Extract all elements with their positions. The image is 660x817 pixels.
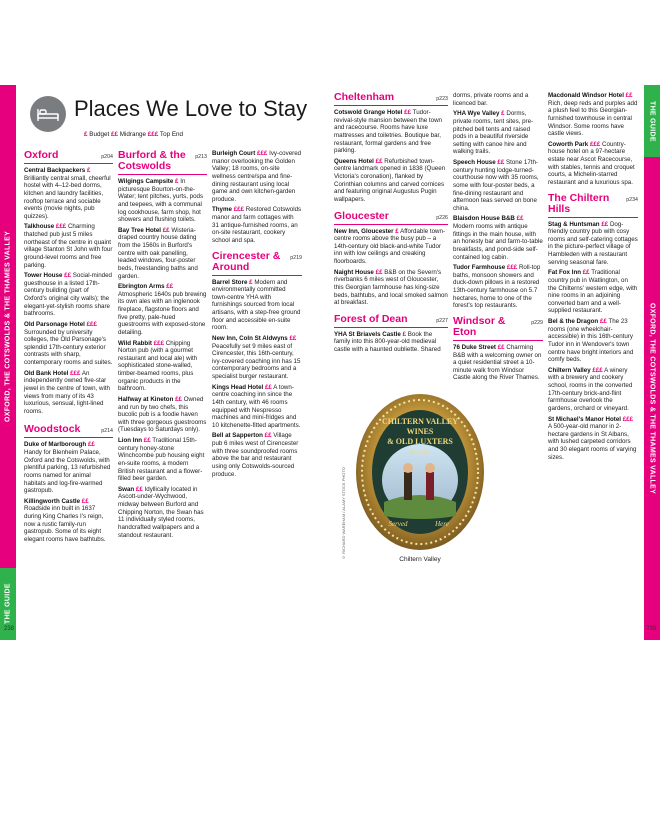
price-indicator: £££	[257, 150, 268, 157]
listing-description: dorms, private rooms and a licenced bar.	[453, 92, 529, 107]
listing-name: Swan	[118, 485, 135, 493]
listing-entry	[334, 331, 448, 354]
listing-entry	[118, 178, 207, 224]
listing-description: Traditional country pub in Watlington, on the Chilterns' western edge, with nine rooms in an adjoining converted barn and a well-supplied restaurant.	[548, 269, 638, 315]
listing-entry	[24, 321, 113, 367]
section-title: Cheltenham	[334, 91, 395, 103]
section-heading	[118, 150, 207, 175]
listing-description: Book the family into this 800-year-old medieval castle with a haunted oubliette. Shared	[334, 330, 441, 354]
listing-entry	[334, 269, 448, 307]
price-indicator: ££	[135, 485, 143, 493]
listing-name: Naight House	[334, 268, 374, 276]
section-windsor	[453, 316, 543, 382]
listing-description: Roadside inn built in 1637 during King Charles I's reign, now a rustic family-run gastropub. Some of its eight elegant rooms have bathtubs.	[24, 505, 106, 543]
price-indicator: £££	[589, 140, 601, 148]
listing-name: Barrel Store	[212, 278, 248, 286]
listing-entry	[118, 283, 207, 336]
price-indicator: ££	[497, 159, 505, 166]
listing-name: Old Bank Hotel	[24, 369, 69, 377]
section-title: Gloucester	[334, 209, 389, 222]
sign-text-5: Served	[388, 520, 408, 528]
sidebar-region-label: OXFORD, THE COTSWOLDS & THE THAMES VALLEY	[648, 302, 656, 495]
listing-entry	[548, 221, 638, 267]
column-1	[24, 150, 113, 547]
listing-description: Modern rooms with antique fittings in the main house, with an honesty bar and farm-to-table breakfasts, and pond-side self-contained log cabin.	[453, 223, 543, 261]
listing-description: The 23 rooms (one wheelchair-accessible) in this 16th-century Tudor inn in Wendover's town centre have bright interiors and comfy beds.	[548, 318, 634, 364]
listing-entry	[212, 335, 302, 381]
listing-entry	[453, 344, 543, 382]
section-heading	[212, 251, 302, 276]
price-indicator: £	[249, 278, 253, 286]
listing-name: Wilgings Campsite	[118, 178, 174, 186]
listing-name: New Inn, Gloucester	[334, 227, 394, 235]
sign-text-3: & OLD LUXTERS	[387, 437, 453, 446]
section-heading	[334, 92, 448, 106]
sign-text-1: CHILTERN VALLEY	[381, 417, 459, 426]
listing-name: Coworth Park	[548, 140, 589, 148]
right-sidebar-tab	[644, 85, 660, 640]
price-indicator: ££	[404, 109, 412, 117]
price-indicator: ££	[264, 383, 272, 391]
listing-name: Chiltern Valley	[548, 366, 591, 374]
listing-entry	[212, 279, 302, 332]
section-page-ref: p214	[101, 428, 113, 435]
listing-description: Tudor-revival-style mansion between the town and racecourse. Rooms have luxe mattresses and toiletries. Boutique bar, restaurant, formal gardens and free parking.	[334, 109, 442, 155]
section-col4-top	[453, 92, 543, 310]
listing-name: Tower House	[24, 272, 63, 280]
section-burford	[118, 150, 207, 539]
listing-name: Bell at Sapperton	[212, 432, 263, 440]
listing-name: Ebrington Arms	[118, 283, 165, 291]
listing-description: Wisteria-draped country house dating from the 1560s in Burford's centre with oak panelling, leaded windows, four-poster beds, freestanding baths and garden.	[118, 226, 198, 280]
listing-entry	[548, 141, 638, 187]
section-page-ref: p213	[195, 154, 207, 160]
listing-entry	[453, 215, 543, 261]
bed-icon	[30, 96, 66, 132]
listing-name: Burleigh Court	[212, 150, 256, 157]
listing-description: Social-minded guesthouse in a listed 17th-century building (part of Oxford's original city walls); the elegant-yet-stylish rooms share bathrooms.	[24, 272, 112, 318]
price-indicator: ££	[497, 343, 505, 351]
section-cirencester	[212, 251, 302, 479]
price-indicator: ££	[599, 318, 607, 326]
price-indicator: ££	[143, 437, 151, 445]
section-cheltenham	[334, 92, 448, 204]
listing-entry	[548, 416, 638, 462]
section-page-ref: p227	[436, 317, 448, 324]
price-indicator: £££	[233, 206, 245, 214]
listing-entry	[548, 318, 638, 364]
sign-text-6: Here	[435, 520, 449, 528]
left-sidebar-tab	[0, 85, 16, 640]
listing-name: Lion Inn	[118, 437, 143, 445]
page-number-right: 239	[645, 626, 656, 632]
price-indicator: ££	[601, 220, 609, 228]
listing-name: Old Parsonage Hotel	[24, 320, 85, 328]
section-oxford	[24, 150, 113, 415]
listing-name: Tudor Farmhouse	[453, 264, 506, 272]
listing-name: Fat Fox Inn	[548, 269, 581, 277]
price-indicator: £	[175, 178, 179, 186]
listing-entry	[334, 158, 448, 204]
price-indicator: ££	[175, 395, 182, 403]
listing-description: Peacefully set 9 miles east of Cirencester, this 16th-century, ivy-covered coaching inn has 15 contemporary bedrooms and a specialist burger restaurant.	[212, 342, 301, 381]
listing-description: Country-house hotel on a 97-hectare estate near Ascot Racecourse, with stables, tennis and croquet courts, a Michelin-starred restaurant and a luxurious spa.	[548, 140, 635, 186]
listing-entry	[548, 92, 638, 138]
sign-text-2: WINES	[406, 427, 434, 436]
listing-entry	[24, 498, 113, 544]
price-indicator: ££	[375, 268, 383, 276]
listing-entry	[334, 228, 448, 266]
listing-name: Bay Tree Hotel	[118, 226, 161, 234]
price-indicator: £££	[86, 320, 97, 328]
listing-entry	[334, 109, 448, 155]
listing-name: Stag & Huntsman	[548, 220, 600, 228]
price-indicator: ££	[81, 497, 89, 505]
listing-entry	[24, 441, 113, 494]
listing-description: Chipping Norton pub (with a gourmet restaurant and local ale) with sophisticated stone-walled, timber-beamed rooms, plus organic products in the bathroom.	[118, 339, 198, 393]
listing-description: Idyllically located in Ascott-under-Wychwood, midway between Burford and Chipping Norton, the Swan has 11 individually styled rooms, handcrafted wallpapers and a standout restaurant.	[118, 485, 204, 539]
listing-description: Atmospheric 1640s pub brewing its own ales with an inglenook fireplace, flagstone floors and five pretty, pale-hued guestrooms with exposed-stone detailing.	[118, 290, 207, 336]
column-6	[548, 92, 638, 464]
listing-description: A winery with a brewery and cookery school, rooms in the converted 17th-century brick-and-flint farmhouse overlook the gardens, orchard or vineyard.	[548, 366, 633, 412]
listing-entry	[453, 159, 543, 212]
section-title: Oxford	[24, 149, 59, 161]
listing-name: Duke of Marlborough	[24, 441, 87, 449]
listing-entry	[24, 223, 113, 269]
listing-name: Killingworth Castle	[24, 497, 81, 505]
listing-description: Modern and environmentally committed town-centre YHA with furnishings sourced from local artisans, with a step-free ground floor and accessible en-suite room.	[212, 278, 301, 332]
price-indicator: ££	[87, 441, 95, 449]
section-page-ref: p229	[531, 319, 543, 326]
listing-entry	[453, 264, 543, 310]
section-heading	[453, 316, 543, 341]
listing-description: Dog-friendly country pub with cosy rooms and self-catering cottages in the picture-perfect village of Hambleden with a restaurant serving seasonal fare.	[548, 220, 638, 266]
section-heading	[24, 150, 113, 164]
section-title: Cirencester & Around	[212, 249, 281, 273]
section-burford-cont	[212, 150, 302, 245]
price-indicator: £	[395, 227, 399, 235]
listing-entry	[118, 340, 207, 393]
section-col5-top	[548, 92, 638, 187]
listing-name: Blaisdon House B&B	[453, 215, 515, 223]
section-heading	[334, 314, 448, 328]
section-chilterns	[548, 193, 638, 462]
listing-description: Roll-top baths, monsoon showers and duck-down pillows in a restored 13th-century farmhouse on 5.7 hectares, home to one of the forest's top restaurants.	[453, 264, 541, 310]
page-header	[24, 90, 324, 150]
sidebar-guide-label: THE GUIDE	[648, 100, 656, 142]
listing-entry	[118, 437, 207, 483]
photo-credit: © RICHARD WAREHAM / ALAMY STOCK PHOTO	[341, 467, 346, 560]
listing-description: Brilliantly central small, cheerful hostel with 4–12-bed dorms, kitchen and laundry facilities, rooftop terrace and sociable events (movie nights, pub quizzes).	[24, 174, 111, 220]
sidebar-guide-label: THE GUIDE	[4, 583, 12, 625]
column-4	[334, 92, 448, 357]
page-title: Places We Love to Stay	[74, 96, 308, 121]
listing-name: YHA Wye Valley	[453, 110, 500, 118]
price-indicator: £	[86, 167, 91, 175]
page-number-left: 238	[4, 626, 15, 632]
price-indicator: ££	[289, 334, 297, 342]
price-indicator: ££	[625, 92, 633, 99]
listing-entry	[24, 272, 113, 318]
price-indicator: £££	[622, 415, 634, 423]
listing-description: In picturesque Bourton-on-the-Water; tent pitches, yurts, pods and teepees, with a communal log cookhouse, farm shop, hot showers and flushing toilets.	[118, 178, 204, 224]
sidebar-region-label: OXFORD, THE COTSWOLDS & THE THAMES VALLEY	[4, 230, 12, 423]
price-indicator: £££	[55, 223, 67, 231]
section-page-ref: p223	[436, 96, 448, 102]
listing-description: Charming thatched pub just 5 miles northeast of the centre in quaint village Stanton St John with four ground-level rooms and free parking.	[24, 223, 113, 269]
chiltern-valley-sign-photo	[354, 392, 486, 552]
section-dean	[334, 314, 448, 354]
listing-name: Halfway at Kineton	[118, 395, 174, 403]
section-title: Burford & the Cotswolds	[118, 149, 186, 173]
listing-description: Ivy-covered manor overlooking the Golden Valley; 18 rooms, on-site wellness centre/spa and fine-dining restaurant using local game and own kitchen-garden produce.	[212, 150, 302, 203]
listing-entry	[548, 269, 638, 315]
listing-description: Village pub 6 miles west of Cirencester with three soundproofed rooms above the bar and restaurant using only Cotswolds-sourced produce.	[212, 432, 299, 478]
listing-description: A town-centre coaching inn since the 14th century, with 46 rooms equipped with Nespresso machines and mini-fridges and 10 kitchenette-fitted apartments.	[212, 383, 301, 429]
listing-name: Thyme	[212, 206, 232, 214]
listing-name: Wild Rabbit	[118, 339, 152, 347]
listing-description: B&B on the Severn's riverbanks 6 miles west of Gloucester, this Georgian farmhouse has king-size beds, bathtubs, and local smoked salmon at breakfast.	[334, 268, 448, 307]
section-gloucester	[334, 211, 448, 307]
section-page-ref: p219	[290, 254, 302, 261]
section-page-ref: p234	[626, 196, 638, 203]
listing-name: Kings Head Hotel	[212, 383, 264, 391]
section-title: Woodstock	[24, 423, 81, 436]
listing-name: Talkhouse	[24, 223, 55, 231]
listing-name: St Michael's Manor Hotel	[548, 415, 621, 423]
listing-description: An independently owned five-star jewel in the centre of town, with views from many of its 43 luxurious, sensual, light-lined rooms.	[24, 369, 110, 415]
section-heading	[334, 211, 448, 225]
listing-name: Speech House	[453, 159, 496, 166]
listing-name: Macdonald Windsor Hotel	[548, 92, 624, 99]
listing-entry	[118, 486, 207, 539]
price-indicator: ££	[582, 269, 590, 277]
section-title: Windsor & Eton	[453, 314, 506, 338]
listing-description: A 500-year-old manor in 2-hectare gardens in St Albans, with lushed carpeted corridors and 30 elegant rooms of varying sizes.	[548, 423, 637, 461]
listing-entry	[118, 396, 207, 434]
column-3	[212, 150, 302, 481]
listing-entry	[118, 227, 207, 280]
price-indicator: ££	[264, 432, 272, 440]
photo-caption: Chiltern Valley	[399, 556, 441, 563]
listing-description: Owned and run by two chefs, this bucolic pub is a foodie haven with three gorgeous guestrooms (Tuesdays to Saturdays only).	[118, 395, 207, 434]
section-page-ref: p204	[101, 154, 113, 160]
listing-entry	[453, 92, 543, 107]
price-indicator: £££	[592, 366, 603, 374]
listing-name: Bel & the Dragon	[548, 318, 599, 326]
listing-name: Central Backpackers	[24, 167, 86, 175]
price-indicator: ££	[64, 272, 72, 280]
listing-name: New Inn, Coln St Aldwyns	[212, 334, 288, 342]
listing-description: Stone 17th-century hunting lodge-turned-courthouse now with 35 rooms, some with four-poster beds, a fine-dining restaurant and afternoon teas served on bone china.	[453, 159, 539, 212]
listing-description: Affordable town-centre rooms above the busy pub – a 14th-century old black-and-white Tudor inn with low ceilings and creaking floorboards.	[334, 227, 446, 266]
price-indicator: ££	[516, 215, 524, 223]
price-indicator: ££	[162, 226, 170, 234]
price-legend: £ Budget ££ Midrange £££ Top End	[84, 131, 184, 138]
sign-text-4: Real Ale	[409, 450, 431, 456]
section-page-ref: p226	[436, 214, 448, 221]
section-title: The Chiltern Hills	[548, 191, 610, 215]
section-heading	[24, 424, 113, 438]
listing-name: 76 Duke Street	[453, 343, 496, 351]
price-indicator: £	[402, 330, 407, 338]
section-title: Forest of Dean	[334, 312, 408, 325]
listing-description: Traditional 15th-century honey-stone Winchcombe pub housing eight en-suite rooms, a modern British restaurant and a flower-filled beer garden.	[118, 437, 205, 483]
listing-description: Surrounded by university colleges, the Old Parsonage's splendid 17th-century exterior contrasts with sharp, contemporary rooms and suites.	[24, 328, 113, 367]
price-indicator: ££	[375, 157, 383, 165]
price-indicator: £	[501, 110, 505, 118]
price-indicator: £££	[70, 369, 81, 377]
listing-description: Rich, deep reds and purples add a plush feel to this Georgian-furnished townhouse in central Windsor. Some rooms have castle views.	[548, 99, 638, 138]
listing-name: Cotswold Grange Hotel	[334, 109, 403, 117]
column-5	[453, 92, 543, 385]
price-indicator: £££	[506, 264, 518, 272]
price-indicator: ££	[166, 283, 174, 291]
listing-description: Refurbished town-centre landmark opened in 1838 (Queen Victoria's coronation), flanked by Corinthian columns and carved cornices and featuring original Augustus Pugin wallpapers.	[334, 157, 446, 203]
listing-description: Dorms, private rooms, tent sites, pre-pitched bell tents and raised pods in a beautiful riverside setting with canoe hire and walking trails.	[453, 110, 534, 156]
listing-entry	[453, 110, 543, 156]
listing-description: Handy for Blenheim Palace, Oxford and the Cotswolds, with plentiful parking, 13 refurbished rooms named for animal habitats and log-fire-warmed gastropub.	[24, 449, 111, 495]
section-woodstock	[24, 424, 113, 543]
listing-name: YHA St Briavels Castle	[334, 330, 401, 338]
price-indicator: £££	[153, 339, 165, 347]
listing-entry	[212, 206, 302, 244]
section-heading	[548, 193, 638, 218]
listing-description: Restored Cotswolds manor and farm cottages with 31 antique-furnished rooms, an on-site restaurant, cookery school and spa.	[212, 206, 302, 244]
column-2	[118, 150, 207, 542]
listing-entry	[24, 167, 113, 220]
listing-name: Queens Hotel	[334, 157, 374, 165]
listing-entry	[24, 370, 113, 416]
listing-entry	[212, 432, 302, 478]
listing-description: Charming B&B with a welcoming owner on a quiet residential street a 10-minute walk from Windsor Castle along the River Thames.	[453, 343, 542, 382]
listing-entry	[212, 384, 302, 430]
listing-entry	[212, 150, 302, 203]
listing-entry	[548, 367, 638, 413]
